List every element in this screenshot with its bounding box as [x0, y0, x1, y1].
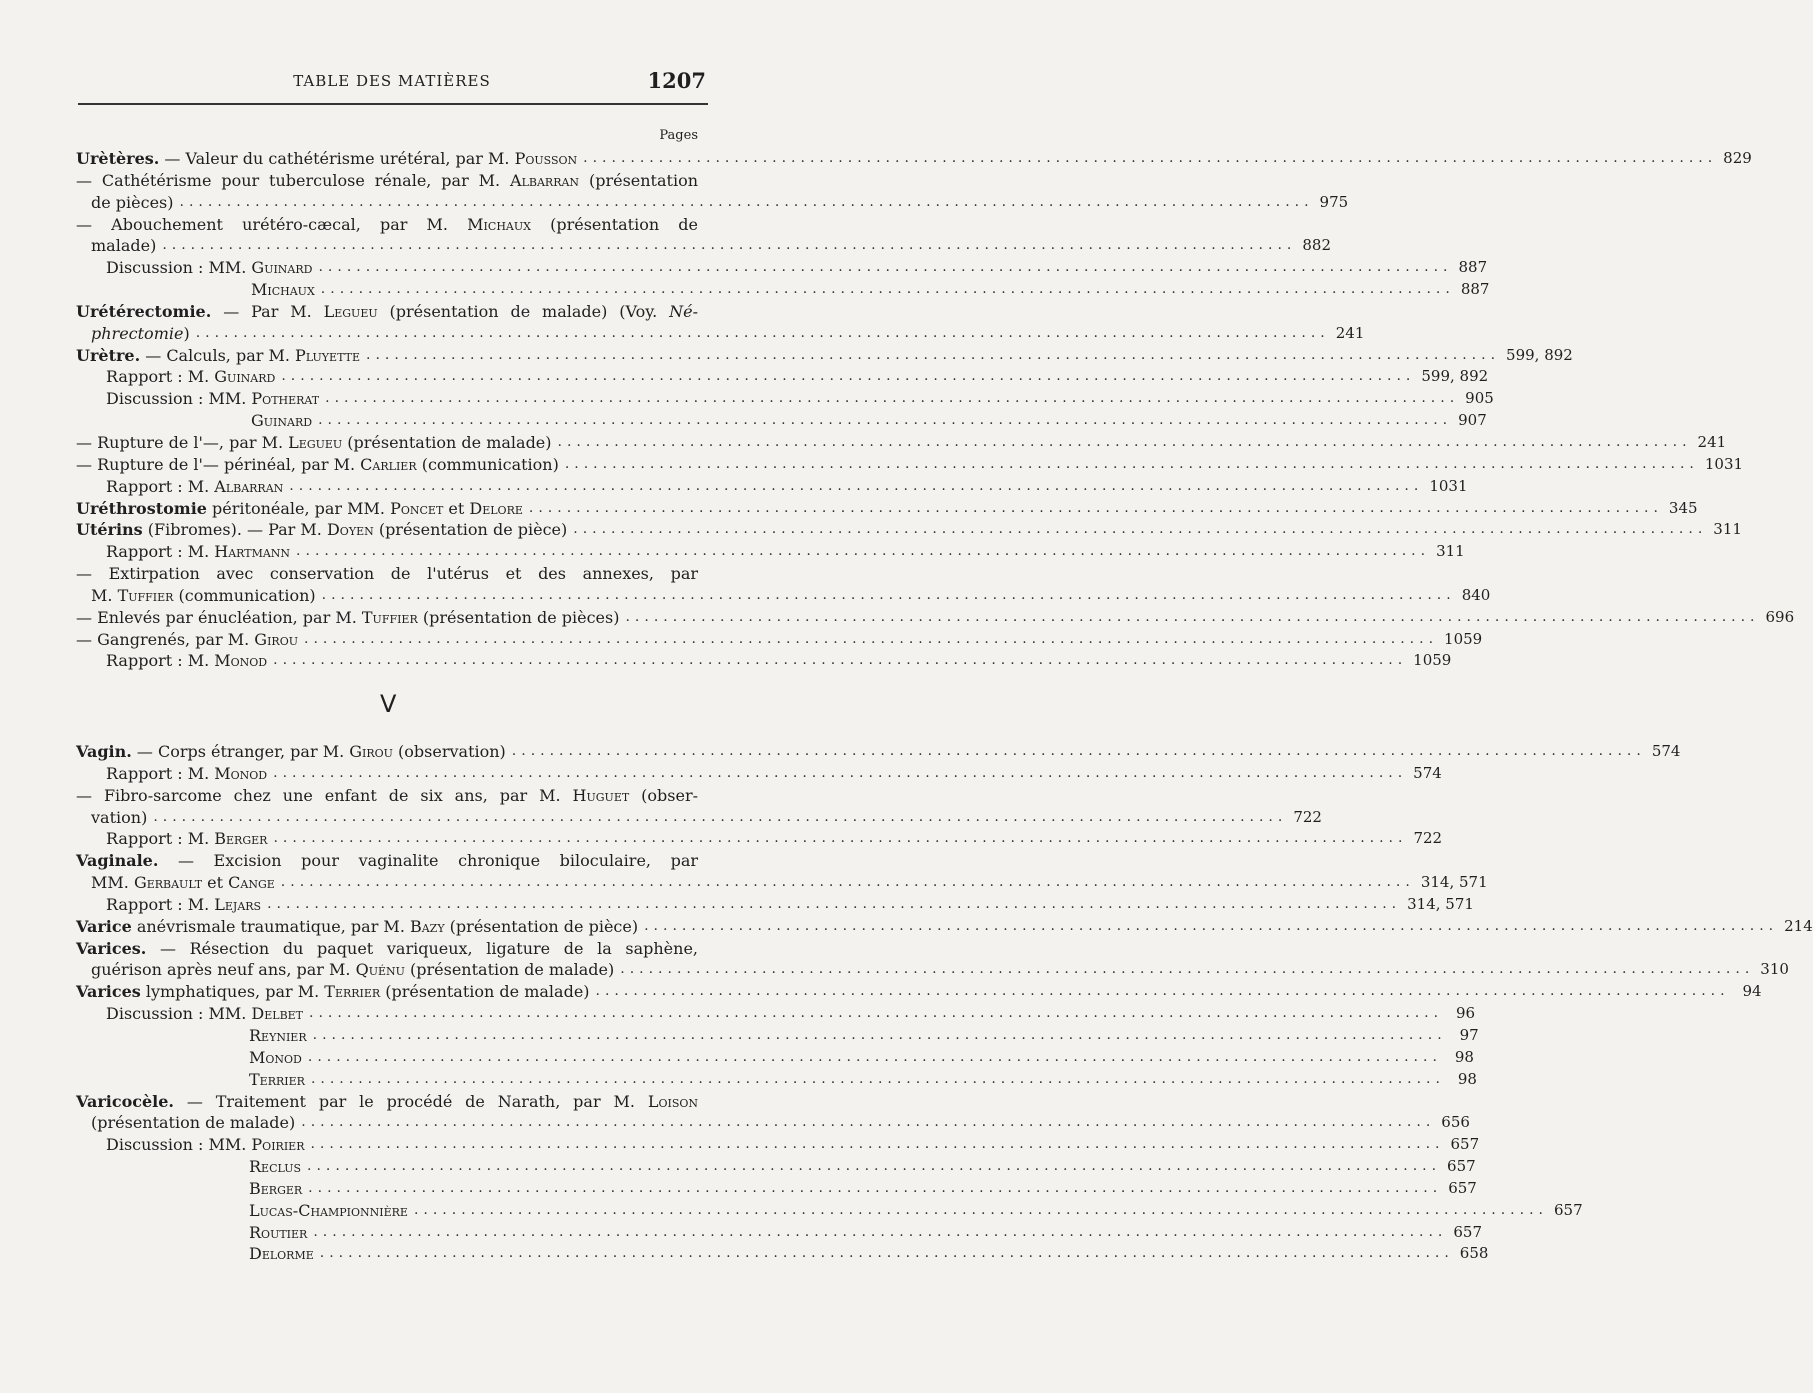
page-header [78, 68, 706, 96]
dot-leader: ........................................................................................................................ [289, 477, 1424, 494]
entry-text [76, 916, 638, 938]
entry-description: — Corps étranger, par M. [131, 742, 350, 761]
entry-text [76, 498, 523, 520]
entry-text [91, 807, 147, 829]
page-reference: 241 [1335, 323, 1365, 342]
entry-description: anévrismale traumatique, par M. [131, 916, 410, 936]
entry-text [251, 410, 312, 432]
entry-text [91, 323, 190, 345]
entry-description-tail: (présentation de pièce) [444, 916, 639, 936]
dot-leader: ........................................................................................................................ [318, 412, 1453, 429]
author-name: Michaux [467, 214, 531, 234]
header-rule [78, 103, 708, 105]
dot-leader: ........................................................................................................................ [307, 1158, 1442, 1175]
index-entry [76, 1069, 1477, 1091]
index-entry [76, 585, 1491, 607]
entry-description-tail: (présentation de malade) [404, 960, 615, 980]
author-name: Quénu [355, 960, 405, 980]
author-name: Lucas-Championnière [249, 1200, 408, 1220]
page-reference: 574 [1413, 763, 1442, 782]
index-entry [76, 1243, 1489, 1265]
entry-text [251, 279, 315, 301]
index-entry [76, 388, 1494, 410]
index-entry [76, 629, 1483, 651]
author-name: Albarran [510, 170, 580, 190]
page-reference: 882 [1302, 236, 1331, 255]
entry-description: Rapport : M. [106, 651, 215, 671]
entry-headword: Varices [76, 982, 141, 1002]
entry-description: — Valeur du cathétérisme urétéral, par M. [159, 149, 515, 168]
entry-text [76, 607, 619, 629]
entry-text [249, 1047, 302, 1069]
entry-headword: Varice [76, 916, 132, 936]
page-reference: 722 [1413, 829, 1443, 848]
page-reference: 887 [1460, 280, 1490, 299]
dot-leader: ........................................................................................................................ [320, 281, 1455, 298]
page-reference: 887 [1458, 258, 1488, 277]
page-reference: 314, 571 [1407, 894, 1474, 913]
dot-leader: ........................................................................................................................ [296, 543, 1431, 560]
entry-description-tail: (présentation de [530, 214, 699, 234]
entry-text [76, 214, 698, 236]
index-entry [76, 279, 1490, 301]
entry-description-tail: et [443, 498, 470, 518]
entry-description-tail: (observation) [392, 742, 506, 761]
entry-text [76, 454, 559, 476]
page-reference: 657 [1447, 1157, 1476, 1176]
entry-description: — Fibro-sarcome chez une enfant de six ans, par M. [76, 785, 573, 805]
author-name: Carlier [360, 454, 417, 474]
dot-leader: ........................................................................................................................ [309, 1005, 1444, 1022]
entry-text [91, 872, 275, 894]
page-reference: 1031 [1704, 454, 1744, 473]
dot-leader: ........................................................................................................................ [162, 237, 1297, 254]
entry-description-tail: (présentation de pièce) [373, 520, 568, 540]
entry-text [249, 1025, 307, 1047]
author-name: Potherat [251, 389, 320, 409]
entry-description: Discussion : MM. [106, 1004, 252, 1024]
entry-text [106, 476, 283, 498]
author-name: Legueu [288, 432, 343, 452]
dot-leader: ........................................................................................................................ [528, 499, 1663, 516]
dot-leader: ........................................................................................................................ [557, 433, 1692, 450]
page-reference: 599, 892 [1506, 345, 1573, 364]
dot-leader: ........................................................................................................................ [319, 1245, 1454, 1262]
page-reference: 975 [1319, 192, 1349, 211]
entry-text [76, 519, 567, 541]
author-name: Terrier [324, 982, 381, 1002]
entry-text [76, 148, 577, 170]
entry-text [106, 828, 267, 850]
page-reference: 907 [1458, 411, 1487, 430]
author-name: Doyen [326, 520, 374, 540]
entry-description-tail: (présentation de malade) [380, 982, 590, 1002]
page-reference: 98 [1457, 1069, 1477, 1088]
entry-description: (présentation de malade) [91, 1113, 296, 1133]
entry-italic: Né- [669, 301, 699, 321]
page-reference: 696 [1765, 607, 1795, 626]
page-reference: 214 [1784, 916, 1813, 935]
dot-leader: ........................................................................................................................ [325, 390, 1460, 407]
index-block-v [76, 741, 1813, 1265]
entry-text [76, 850, 698, 872]
dot-leader: ........................................................................................................................ [273, 652, 1408, 669]
author-name: Gerbault [133, 873, 203, 893]
entry-description: — Enlevés par énucléation, par M. [76, 607, 362, 627]
index-entry [76, 894, 1474, 916]
dot-leader: ........................................................................................................................ [313, 1223, 1448, 1240]
entry-text [249, 1200, 408, 1222]
index-entry [76, 650, 1452, 672]
index-entry [76, 1091, 698, 1113]
page-reference: 656 [1441, 1113, 1470, 1132]
entry-description: — Résection du paquet variqueux, ligature de la saphène, [146, 938, 698, 958]
index-entry [76, 763, 1442, 785]
entry-text [106, 1003, 303, 1025]
author-name: Legueu [323, 301, 378, 321]
entry-headword: Varices. [76, 938, 147, 958]
entry-description: Discussion : MM. [106, 1135, 252, 1155]
author-name: Delore [469, 498, 523, 518]
entry-description: lymphatiques, par M. [140, 982, 325, 1002]
entry-text [76, 170, 698, 192]
page-reference: 314, 571 [1420, 873, 1488, 892]
page-reference: 840 [1461, 585, 1491, 604]
author-name: Guinard [251, 258, 313, 278]
entry-headword: Urétérectomie. [76, 301, 212, 321]
entry-description: de pièces) [91, 192, 174, 212]
index-entry [76, 345, 1573, 367]
entry-description: Rapport : M. [106, 542, 215, 562]
page-reference: 829 [1723, 149, 1752, 167]
author-name: Cange [228, 873, 275, 893]
index-entry [76, 741, 1681, 763]
entry-description-tail: (communication) [173, 585, 316, 605]
entry-text [76, 741, 506, 763]
dot-leader: ........................................................................................................................ [625, 608, 1760, 625]
index-entry [76, 323, 1365, 345]
author-name: Tuffier [361, 607, 418, 627]
index-entry [76, 170, 698, 192]
author-name: Bazy [409, 916, 445, 936]
dot-leader: ........................................................................................................................ [273, 764, 1408, 781]
entry-description: Rapport : M. [106, 476, 215, 496]
entry-text [91, 1112, 295, 1134]
index-entry [76, 807, 1322, 829]
page-reference: 98 [1454, 1047, 1474, 1066]
entry-text [249, 1178, 302, 1200]
page-reference: 905 [1465, 389, 1494, 408]
author-name: Routier [249, 1222, 308, 1242]
author-name: Monod [214, 651, 268, 671]
entry-description: ) [183, 323, 190, 343]
index-entry [76, 563, 698, 585]
entry-headword: Vaginale. [76, 851, 159, 871]
entry-text [106, 650, 267, 672]
author-name: Poirier [251, 1135, 305, 1155]
entry-description: — Abouchement urétéro-cæcal, par M. [76, 214, 468, 234]
author-name: Reynier [249, 1025, 307, 1045]
dot-leader: ........................................................................................................................ [511, 743, 1646, 759]
dot-leader: ........................................................................................................................ [318, 259, 1453, 276]
entry-description-tail: (communication) [416, 454, 559, 474]
dot-leader: ........................................................................................................................ [644, 917, 1779, 934]
entry-text [106, 541, 290, 563]
page-reference: 96 [1455, 1004, 1476, 1023]
entry-description: Discussion : MM. [106, 258, 252, 278]
page-reference: 310 [1760, 960, 1789, 979]
page-reference: 599, 892 [1421, 367, 1489, 386]
index-entry [76, 872, 1488, 894]
entry-headword: Utérins [76, 520, 143, 540]
page-reference: 311 [1436, 542, 1465, 561]
author-name: Monod [214, 763, 268, 783]
entry-text [76, 629, 298, 651]
author-name: Guinard [251, 411, 313, 431]
entry-description: (Fibromes). — Par M. [142, 520, 327, 540]
entry-text [76, 785, 698, 807]
entry-headword: Uréthrostomie [76, 498, 207, 518]
index-entry [76, 1156, 1476, 1178]
index-entry [76, 257, 1488, 279]
dot-leader: ........................................................................................................................ [301, 1114, 1436, 1131]
page-reference: 1059 [1444, 629, 1483, 648]
index-entry [76, 981, 1762, 1003]
author-name: Delbet [251, 1004, 304, 1024]
index-entry [76, 454, 1744, 476]
page-reference: 658 [1459, 1244, 1489, 1263]
author-name: Loison [647, 1091, 698, 1111]
dot-leader: ........................................................................................................................ [304, 630, 1439, 647]
index-entry [76, 1222, 1483, 1244]
entry-text [91, 192, 174, 214]
index-entry [76, 850, 698, 872]
index-block-u [76, 148, 1795, 672]
section-letter: V [380, 690, 397, 718]
entry-description: — Traitement par le procédé de Narath, par M. [173, 1091, 648, 1111]
entry-description: Rapport : M. [106, 367, 215, 387]
entry-description: guérison après neuf ans, par M. [91, 960, 356, 980]
author-name: Tuffier [117, 585, 174, 605]
entry-description: — Par M. [211, 301, 324, 321]
page-reference: 1031 [1429, 476, 1468, 495]
entry-description-tail: et [202, 873, 229, 893]
entry-text [249, 1222, 307, 1244]
dot-leader: ........................................................................................................................ [179, 193, 1314, 210]
page-reference: 1059 [1413, 651, 1452, 670]
author-name: Albarran [214, 476, 284, 496]
entry-text [76, 345, 360, 367]
entry-text [249, 1156, 301, 1178]
page-reference: 574 [1651, 742, 1681, 760]
author-name: Monod [249, 1047, 302, 1067]
page-reference: 94 [1742, 982, 1762, 1001]
author-name: Poncet [390, 498, 444, 518]
entry-description: — Rupture de l'—, par M. [76, 432, 289, 452]
entry-description: Discussion : MM. [106, 389, 252, 409]
page-reference: 657 [1453, 1222, 1483, 1241]
author-name: Lejars [214, 894, 262, 914]
entry-text [249, 1069, 305, 1091]
dot-leader: ........................................................................................................................ [267, 895, 1402, 912]
index-entry [76, 959, 1789, 981]
author-name: Guinard [214, 367, 276, 387]
entry-text [249, 1243, 314, 1265]
dot-leader: ........................................................................................................................ [195, 324, 1330, 341]
entry-description: — Calculs, par M. [140, 345, 296, 365]
index-entry [76, 1178, 1477, 1200]
index-entry [76, 301, 698, 323]
index-entry [76, 366, 1489, 388]
dot-leader: ........................................................................................................................ [413, 1201, 1548, 1218]
entry-text [76, 1091, 698, 1113]
index-entry [76, 192, 1349, 214]
page-reference: 657 [1450, 1135, 1480, 1154]
page-number: 1207 [647, 68, 706, 93]
index-entry [76, 214, 698, 236]
entry-description: Rapport : M. [106, 763, 215, 783]
page-reference: 311 [1713, 520, 1742, 539]
author-name: Pluyette [295, 345, 360, 365]
entry-description: péritonéale, par MM. [206, 498, 391, 518]
author-name: Hartmann [214, 542, 291, 562]
entry-description-tail: (présentation de malade) [342, 432, 552, 452]
entry-text [106, 763, 267, 785]
author-name: Terrier [249, 1069, 305, 1089]
entry-description: — Rupture de l'— périnéal, par M. [76, 454, 361, 474]
dot-leader: ........................................................................................................................ [280, 874, 1415, 891]
index-entry [76, 607, 1795, 629]
entry-description-tail: (présentation [579, 170, 699, 190]
page-reference: 97 [1459, 1025, 1479, 1044]
entry-text [106, 388, 319, 410]
dot-leader: ........................................................................................................................ [366, 346, 1501, 363]
entry-text [76, 981, 590, 1003]
dot-leader: ........................................................................................................................ [595, 983, 1730, 1000]
pages-column-label: Pages [659, 128, 698, 143]
entry-description-tail: (présentation de malade) (Voy. [377, 301, 670, 321]
entry-description: — Gangrenés, par M. [76, 629, 255, 649]
entry-description: vation) [91, 807, 148, 827]
index-entry [76, 410, 1487, 432]
index-entry [76, 498, 1698, 520]
author-name: Girou [254, 629, 298, 649]
author-name: Delorme [249, 1244, 314, 1264]
entry-description: malade) [91, 236, 157, 256]
entry-text [91, 959, 614, 981]
index-entry [76, 1200, 1583, 1222]
entry-text [91, 235, 156, 257]
index-entry [76, 148, 1752, 170]
dot-leader: ........................................................................................................................ [273, 830, 1408, 847]
page-reference: 345 [1668, 498, 1698, 517]
dot-leader: ........................................................................................................................ [321, 586, 1456, 603]
dot-leader: ........................................................................................................................ [310, 1070, 1445, 1087]
entry-description: — Extirpation avec conservation de l'utérus et des annexes, par [76, 564, 698, 584]
entry-description-tail: (obser- [629, 785, 698, 805]
index-entry [76, 432, 1727, 454]
index-entry [76, 235, 1331, 257]
index-entry [76, 785, 698, 807]
entry-description: MM. [91, 873, 134, 893]
entry-headword: Vagin. [76, 742, 132, 761]
entry-description: Rapport : M. [106, 894, 215, 914]
dot-leader: ........................................................................................................................ [573, 521, 1708, 538]
entry-italic: phrectomie [91, 323, 184, 343]
author-name: Pousson [514, 149, 578, 168]
index-entry [76, 938, 698, 960]
index-entry [76, 1025, 1479, 1047]
entry-description: Rapport : M. [106, 829, 215, 849]
dot-leader: ........................................................................................................................ [564, 455, 1699, 472]
entry-description: M. [91, 585, 118, 605]
dot-leader: ........................................................................................................................ [307, 1048, 1442, 1065]
entry-headword: Varicocèle. [76, 1091, 174, 1111]
index-entry [76, 476, 1468, 498]
entry-text [106, 894, 261, 916]
author-name: Michaux [251, 280, 315, 300]
entry-text [76, 301, 698, 323]
page-reference: 657 [1448, 1178, 1477, 1197]
entry-headword: Urètre. [76, 345, 141, 365]
index-entry [76, 519, 1742, 541]
entry-headword: Urètères. [76, 149, 160, 168]
index-entry [76, 1003, 1476, 1025]
author-name: Berger [214, 829, 268, 849]
index-entry [76, 916, 1813, 938]
dot-leader: ........................................................................................................................ [583, 150, 1718, 166]
index-entry [76, 1047, 1474, 1069]
entry-description: — Excision pour vaginalite chronique biloculaire, par [158, 851, 698, 871]
index-entry [76, 828, 1443, 850]
page-reference: 722 [1293, 807, 1322, 826]
dot-leader: ........................................................................................................................ [308, 1179, 1443, 1196]
dot-leader: ........................................................................................................................ [281, 368, 1416, 385]
dot-leader: ........................................................................................................................ [312, 1026, 1447, 1043]
entry-text [106, 1134, 304, 1156]
author-name: Berger [249, 1178, 303, 1198]
entry-text [76, 432, 552, 454]
page-reference: 241 [1697, 432, 1727, 451]
entry-text [76, 938, 698, 960]
index-entry [76, 541, 1465, 563]
entry-description-tail: (présentation de pièces) [417, 607, 620, 627]
entry-text [91, 585, 316, 607]
index-entry [76, 1112, 1470, 1134]
author-name: Huguet [572, 785, 630, 805]
entry-text [106, 366, 275, 388]
page-reference: 657 [1553, 1200, 1583, 1219]
author-name: Reclus [249, 1157, 302, 1177]
running-title: TABLE DES MATIÈRES [293, 72, 491, 90]
dot-leader: ........................................................................................................................ [620, 961, 1755, 978]
dot-leader: ........................................................................................................................ [153, 808, 1288, 825]
author-name: Girou [349, 742, 393, 761]
entry-text [76, 563, 698, 585]
entry-text [106, 257, 312, 279]
index-entry [76, 1134, 1480, 1156]
entry-description: — Cathétérisme pour tuberculose rénale, par M. [76, 170, 511, 190]
dot-leader: ........................................................................................................................ [310, 1136, 1445, 1153]
